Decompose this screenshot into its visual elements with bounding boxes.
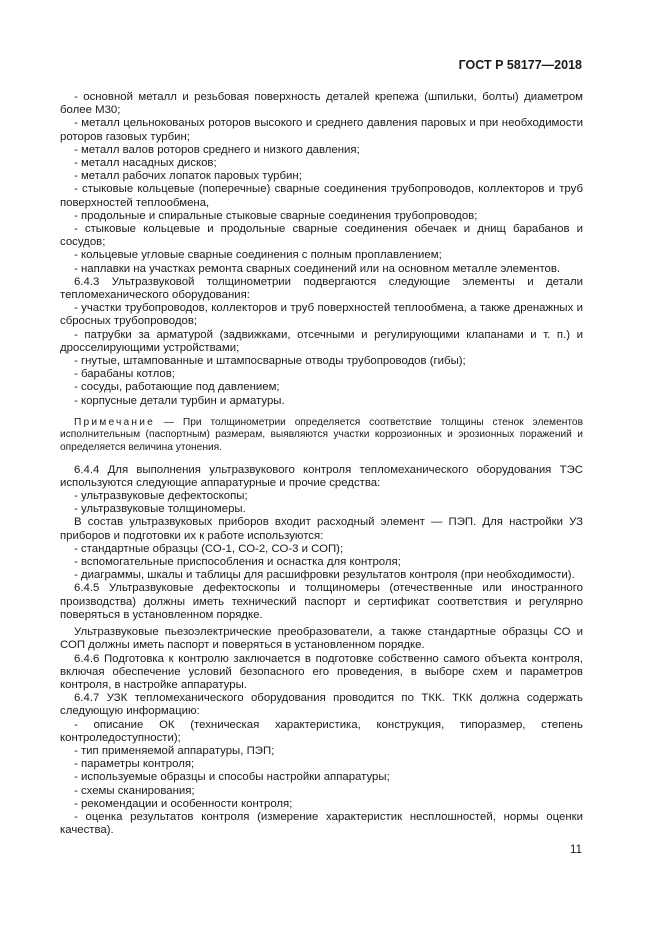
list-item: - гнутые, штампованные и штампосварные отводы трубопроводов (гибы); <box>74 355 466 368</box>
document-header: ГОСТ Р 58177—2018 <box>458 58 582 72</box>
list-item: - кольцевые угловые сварные соединения с полным проплавлением; <box>74 249 442 262</box>
note-label: Примечание <box>74 416 155 428</box>
list-item: - металл насадных дисков; <box>74 157 217 170</box>
list-item: - патрубки за арматурой (задвижками, отсечными и регулирующими клапанами и т. п.) и дросселирующими устройствами; <box>60 328 583 354</box>
list-item: - основной металл и резьбовая поверхность деталей крепежа (шпильки, болты) диаметром более М30; <box>60 91 583 117</box>
list-item: - схемы сканирования; <box>74 784 195 797</box>
list-item: - стандартные образцы (СО-1, СО-2, СО-3 и СОП); <box>74 542 344 555</box>
clause-6-4-5: 6.4.5 Ультразвуковые дефектоскопы и толщиномеры (отечественные или иностранного производства) должны иметь технический паспорт и сертификат соответствия и регулярно поверяться в установленном порядке. <box>60 582 583 621</box>
list-item: - тип применяемой аппаратуры, ПЭП; <box>74 744 275 757</box>
list-item: - описание ОК (техническая характеристика, конструкция, типоразмер, степень контроледоступности); <box>60 718 583 744</box>
list-item: - наплавки на участках ремонта сварных соединений или на основном металле элементов. <box>74 262 561 275</box>
clause-6-4-4: 6.4.4 Для выполнения ультразвукового контроля тепломеханического оборудования ТЭС используются следующие аппаратурные и прочие средства: <box>60 463 583 489</box>
paragraph: В состав ультразвуковых приборов входит расходный элемент — ПЭП. Для настройки УЗ приборов и подготовки их к работе используются: <box>60 516 583 542</box>
page-body <box>60 91 583 837</box>
note <box>60 417 583 455</box>
list-item: - металл рабочих лопаток паровых турбин; <box>74 170 302 183</box>
clause-6-4-6: 6.4.6 Подготовка к контролю заключается в подготовке собственно самого объекта контроля, включая обеспечение условий безопасного его проведения, в выборе схем и параметров контроля, в настройке аппаратуры. <box>60 652 583 691</box>
list-item: - ультразвуковые толщиномеры. <box>74 503 246 516</box>
list-item: - рекомендации и особенности контроля; <box>74 797 293 810</box>
list-item: - металл цельнокованых роторов высокого и среднего давления паровых и при необходимости роторов газовых турбин; <box>60 117 583 143</box>
list-item: - стыковые кольцевые (поперечные) сварные соединения трубопроводов, коллекторов и труб поверхностей теплообмена, <box>60 183 583 209</box>
list-item: - металл валов роторов среднего и низкого давления; <box>74 143 360 156</box>
list-item: - барабаны котлов; <box>74 368 175 381</box>
list-item: - стыковые кольцевые и продольные сварные соединения обечаек и днищ барабанов и сосудов; <box>60 223 583 249</box>
list-item: - оценка результатов контроля (измерение характеристик несплошностей, нормы оценки качества). <box>60 810 583 837</box>
list-item: - ультразвуковые дефектоскопы; <box>74 490 248 503</box>
page-number: 11 <box>570 844 582 856</box>
list-item: - используемые образцы и способы настройки аппаратуры; <box>74 771 390 784</box>
list-item: - параметры контроля; <box>74 758 195 771</box>
list-item: - вспомогательные приспособления и оснастка для контроля; <box>74 556 401 569</box>
note-text: — При толщинометрии определяется соответствие толщины стенок элементов исполнительным (паспортным) размерам, выявляются участки коррозионных и эрозионных поражений и определяется величина утонения. <box>60 416 583 454</box>
list-item: - сосуды, работающие под давлением; <box>74 381 280 394</box>
list-item: - корпусные детали турбин и арматуры. <box>74 394 285 407</box>
clause-6-4-3: 6.4.3 Ультразвуковой толщинометрии подвергаются следующие элементы и детали тепломеханического оборудования: <box>60 275 583 302</box>
list-item: - диаграммы, шкалы и таблицы для расшифровки результатов контроля (при необходимости). <box>74 569 575 582</box>
list-item: - участки трубопроводов, коллекторов и труб поверхностей теплообмена, а также дренажных и сбросных трубопроводов; <box>60 302 583 328</box>
paragraph: Ультразвуковые пьезоэлектрические преобразователи, а также стандартные образцы СО и СОП должны иметь паспорт и поверяться в установленном порядке. <box>60 626 583 652</box>
clause-6-4-7: 6.4.7 УЗК тепломеханического оборудования проводится по ТКК. ТКК должна содержать следующую информацию: <box>60 692 583 718</box>
list-item: - продольные и спиральные стыковые сварные соединения трубопроводов; <box>74 209 478 222</box>
